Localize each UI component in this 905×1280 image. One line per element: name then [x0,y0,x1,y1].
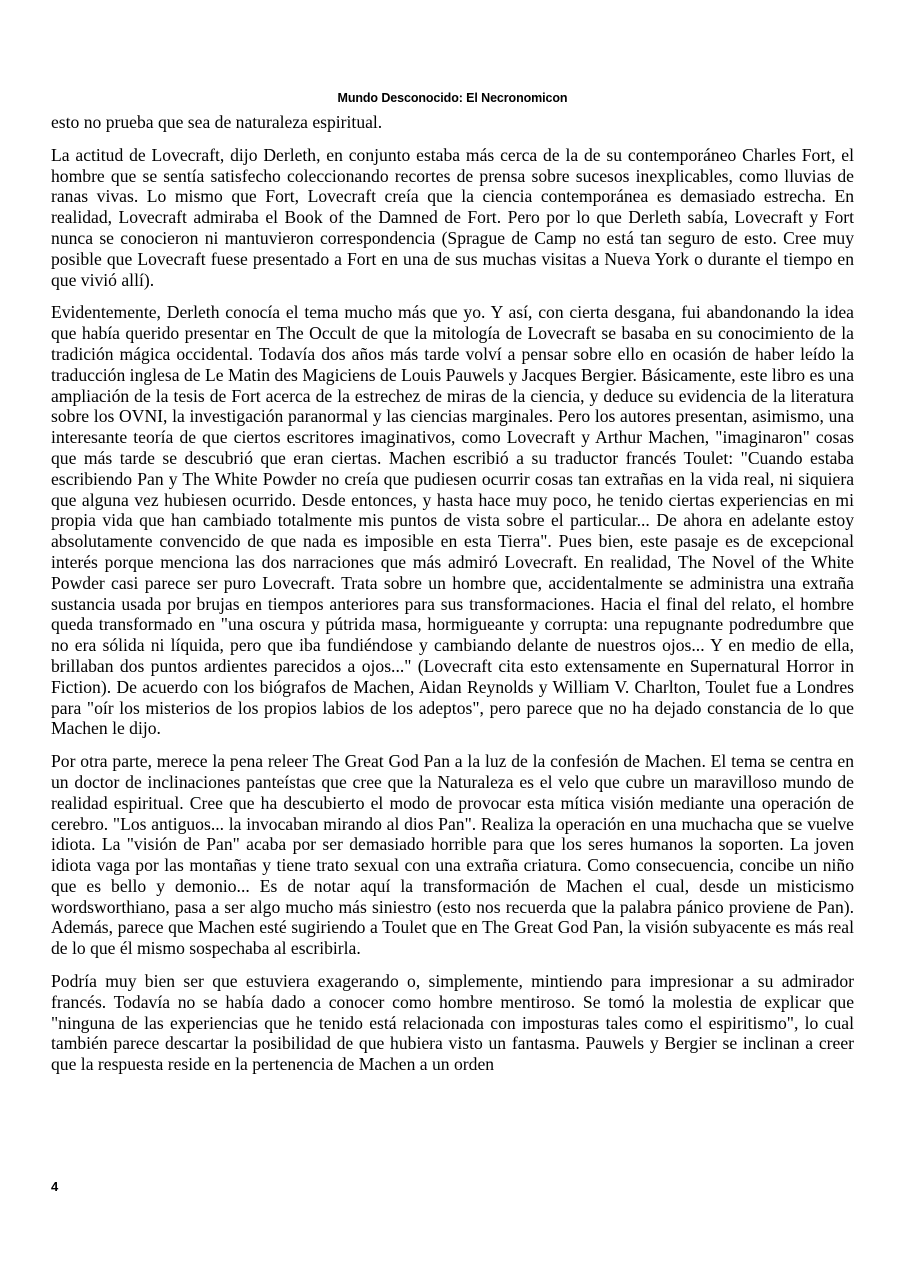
paragraph: Podría muy bien ser que estuviera exagerando o, simplemente, mintiendo para impresionar a su admirador francés. Todavía no se había dado a conocer como hombre mentiroso. Se tomó la molestia de explicar que "ninguna de las experiencias que he tenido está relacionada con imposturas tales como el espiritismo", lo cual también parece descartar la posibilidad de que hubiera visto un fantasma. Pauwels y Bergier se inclinan a creer que la respuesta reside en la pertenencia de Machen a un orden [51,971,854,1075]
paragraph: La actitud de Lovecraft, dijo Derleth, en conjunto estaba más cerca de la de su contemporáneo Charles Fort, el hombre que se sentía satisfecho coleccionando recortes de prensa sobre sucesos inexplicables, como lluvias de ranas vivas. Lo mismo que Fort, Lovecraft creía que la ciencia contemporánea es demasiado estrecha. En realidad, Lovecraft admiraba el Book of the Damned de Fort. Pero por lo que Derleth sabía, Lovecraft y Fort nunca se conocieron ni mantuvieron correspondencia (Sprague de Camp no está tan seguro de esto. Cree muy posible que Lovecraft fuese presentado a Fort en una de sus muchas visitas a Nueva York o durante el tiempo en que vivió allí). [51,144,854,290]
page-content [51,90,854,1075]
running-head: Mundo Desconocido: El Necronomicon [337,91,568,105]
paragraph: Evidentemente, Derleth conocía el tema mucho más que yo. Y así, con cierta desgana, fui abandonando la idea que había querido presentar en The Occult de que la mitología de Lovecraft se basaba en su conocimiento de la tradición mágica occidental. Todavía dos años más tarde volví a pensar sobre ello en ocasión de haber leído la traducción inglesa de Le Matin des Magiciens de Louis Pauwels y Jacques Bergier. Básicamente, este libro es una ampliación de la tesis de Fort acerca de la estrechez de miras de la ciencia, y deduce su evidencia de la literatura sobre los OVNI, la investigación paranormal y las ciencias marginales. Pero los autores presentan, asimismo, una interesante teoría de que ciertos escritores imaginativos, como Lovecraft y Arthur Machen, "imaginaron" cosas que más tarde se descubrió que eran ciertas. Machen escribió a su traductor francés Toulet: "Cuando estaba escribiendo Pan y The White Powder no creía que pudiesen ocurrir cosas tan extrañas en la vida real, ni siquiera que alguna vez hubiesen ocurrido. Desde entonces, y hasta hace muy poco, he tenido ciertas experiencias en mi propia vida que han cambiado totalmente mis puntos de vista sobre el particular... De ahora en adelante estoy absolutamente convencido de que nada es imposible en esta Tierra". Pues bien, este pasaje es de excepcional interés porque menciona las dos narraciones que más admiró Lovecraft. En realidad, The Novel of the White Powder casi parece ser puro Lovecraft. Trata sobre un hombre que, accidentalmente se administra una extraña sustancia usada por brujas en tiempos anteriores para sus transformaciones. Hacia el final del relato, el hombre queda transformado en "una oscura y pútrida masa, hormigueante y corrupta: una repugnante podredumbre que no era sólida ni líquida, pero que iba fundiéndose y cambiando delante de nuestros ojos... Y en medio de ella, brillaban dos puntos ardientes parecidos a ojos..." (Lovecraft cita esto extensamente en Supernatural Horror in Fiction). De acuerdo con los biógrafos de Machen, Aidan Reynolds y William V. Charlton, Toulet fue a Londres para "oír los misterios de los propios labios de los adeptos", pero parece que no ha dejado constancia de lo que Machen le dijo. [51,302,854,739]
paragraph: esto no prueba que sea de naturaleza espiritual. [51,112,383,132]
page-number: 4 [51,1179,59,1194]
paragraph: Por otra parte, merece la pena releer The Great God Pan a la luz de la confesión de Machen. El tema se centra en un doctor de inclinaciones panteístas que cree que la Naturaleza es el velo que cubre un maravilloso mundo de realidad espiritual. Cree que ha descubierto el modo de provocar esta mítica visión mediante una operación de cerebro. "Los antiguos... la invocaban mirando al dios Pan". Realiza la operación en una muchacha que se vuelve idiota. La "visión de Pan" acaba por ser demasiado horrible para que los seres humanos la soporten. La joven idiota vaga por las montañas y tiene trato sexual con una extraña criatura. Como consecuencia, concibe un niño que es bello y demonio... Es de notar aquí la transformación de Machen el cual, desde un misticismo wordsworthiano, pasa a ser algo mucho más siniestro (esto nos recuerda que la palabra pánico proviene de Pan). Además, parece que Machen esté sugiriendo a Toulet que en The Great God Pan, la visión subyacente es más real de lo que él mismo sospechaba al escribirla. [51,751,854,959]
